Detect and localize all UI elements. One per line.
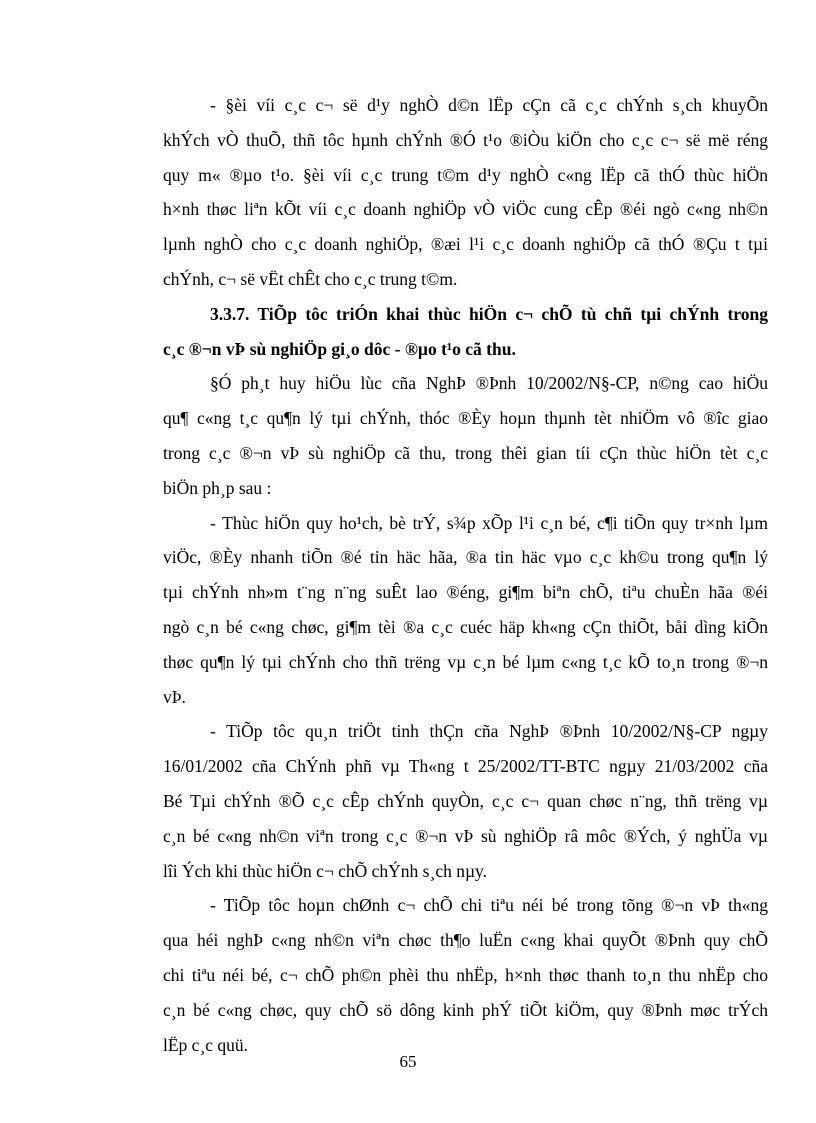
page-number: 65 [399,1052,417,1071]
text-line: vÞ. [163,686,186,707]
text-line: trong c¸c ®¬n vÞ sù nghiÖp cã thu, trong thêi gian tíi cÇn thùc hiÖn tèt c¸c [163,442,768,463]
text-line: h×nh thøc liªn kÕt víi c¸c doanh nghiÖp vÒ viÖc cung cÊp ®éi ngò c«ng nh©n [163,199,768,220]
text-line: c¸n bé c«ng nh©n viªn trong c¸c ®¬n vÞ sù nghiÖp râ môc ®Ých, ý nghÜa vµ [163,825,768,846]
text-line: tµi chÝnh nh»m t¨ng n¨ng suÊt lao ®éng, gi¶m biªn chÕ, tiªu chuÈn hãa ®éi [163,582,768,603]
text-line: quy m« ®µo t¹o. §èi víi c¸c trung t©m d¹y nghÒ c«ng lËp cã thÓ thùc hiÖn [163,164,768,185]
text-line: c¸c ®¬n vÞ sù nghiÖp gi¸o dôc - ®µo t¹o cã thu. [163,338,516,359]
text-line: lîi Ých khi thùc hiÖn c¬ chÕ chÝnh s¸ch nµy. [163,860,488,881]
text-line: thøc qu¶n lý tµi chÝnh cho thñ trëng vµ c¸n bé lµm c«ng t¸c kÕ to¸n trong ®¬n [163,651,768,672]
text-line: - TiÕp tôc hoµn chØnh c¬ chÕ chi tiªu néi bé trong tõng ®¬n vÞ th«ng [210,895,768,916]
text-line: biÖn ph¸p sau : [163,477,272,498]
paragraph [116,888,768,1062]
text-line: 3.3.7. TiÕp tôc triÓn khai thùc hiÖn c¬ chÕ tù chñ tµi chÝnh trong [210,303,768,324]
text-line: chÝnh, c¬ së vËt chÊt cho c¸c trung t©m. [163,268,458,289]
text-line: lµnh nghÒ cho c¸c doanh nghiÖp, ®æi l¹i c¸c doanh nghiÖp cã thÓ ®Çu t tµi [163,234,768,255]
text-line: lËp c¸c quü. [163,1034,249,1055]
text-line: chi tiªu néi bé, c¬ chÕ ph©n phèi thu nhËp, h×nh thøc thanh to¸n thu nhËp cho [163,964,768,985]
paragraph [116,366,768,505]
paragraph [116,88,768,297]
text-line: qu¶ c«ng t¸c qu¶n lý tµi chÝnh, thóc ®Èy hoµn thµnh tèt nhiÖm vô ®îc giao [163,408,768,429]
section-heading [116,297,768,367]
text-line: - Thùc hiÖn quy ho¹ch, bè trÝ, s¾p xÕp l¹i c¸n bé, c¶i tiÕn quy tr×nh lµm [210,512,768,533]
text-line: khÝch vÒ thuÕ, thñ tôc hµnh chÝnh ®Ó t¹o ®iÒu kiÖn cho c¸c c¬ së më réng [163,129,768,150]
text-line: - TiÕp tôc qu¸n triÖt tinh thÇn cña NghÞ ®Þnh 10/2002/N§-CP ngµy [210,721,768,742]
text-line: ngò c¸n bé c«ng chøc, gi¶m tèi ®a c¸c cuéc häp kh«ng cÇn thiÕt, båi dìng kiÕn [163,616,768,637]
paragraph [116,714,768,888]
text-line: §Ó ph¸t huy hiÖu lùc cña NghÞ ®Þnh 10/2002/N§-CP, n©ng cao hiÖu [210,373,768,394]
text-line: viÖc, ®Èy nhanh tiÕn ®é tin häc hãa, ®a tin häc vµo c¸c kh©u trong qu¶n lý [163,547,768,568]
document-body [116,88,768,1062]
text-line: - §èi víi c¸c c¬ së d¹y nghÒ d©n lËp cÇn cã c¸c chÝnh s¸ch khuyÕn [210,95,768,115]
paragraph [116,506,768,715]
text-line: c¸n bé c«ng chøc, quy chÕ sö dông kinh phÝ tiÕt kiÖm, quy ®Þnh møc trÝch [163,999,768,1020]
text-line: Bé Tµi chÝnh ®Õ c¸c cÊp chÝnh quyÒn, c¸c c¬ quan chøc n¨ng, thñ trëng vµ [163,790,768,811]
text-line: 16/01/2002 cña ChÝnh phñ vµ Th«ng t 25/2002/TT-BTC ngµy 21/03/2002 cña [163,756,768,777]
text-line: qua héi nghÞ c«ng nh©n viªn chøc th¶o luËn c«ng khai quyÕt ®Þnh quy chÕ [163,930,768,951]
